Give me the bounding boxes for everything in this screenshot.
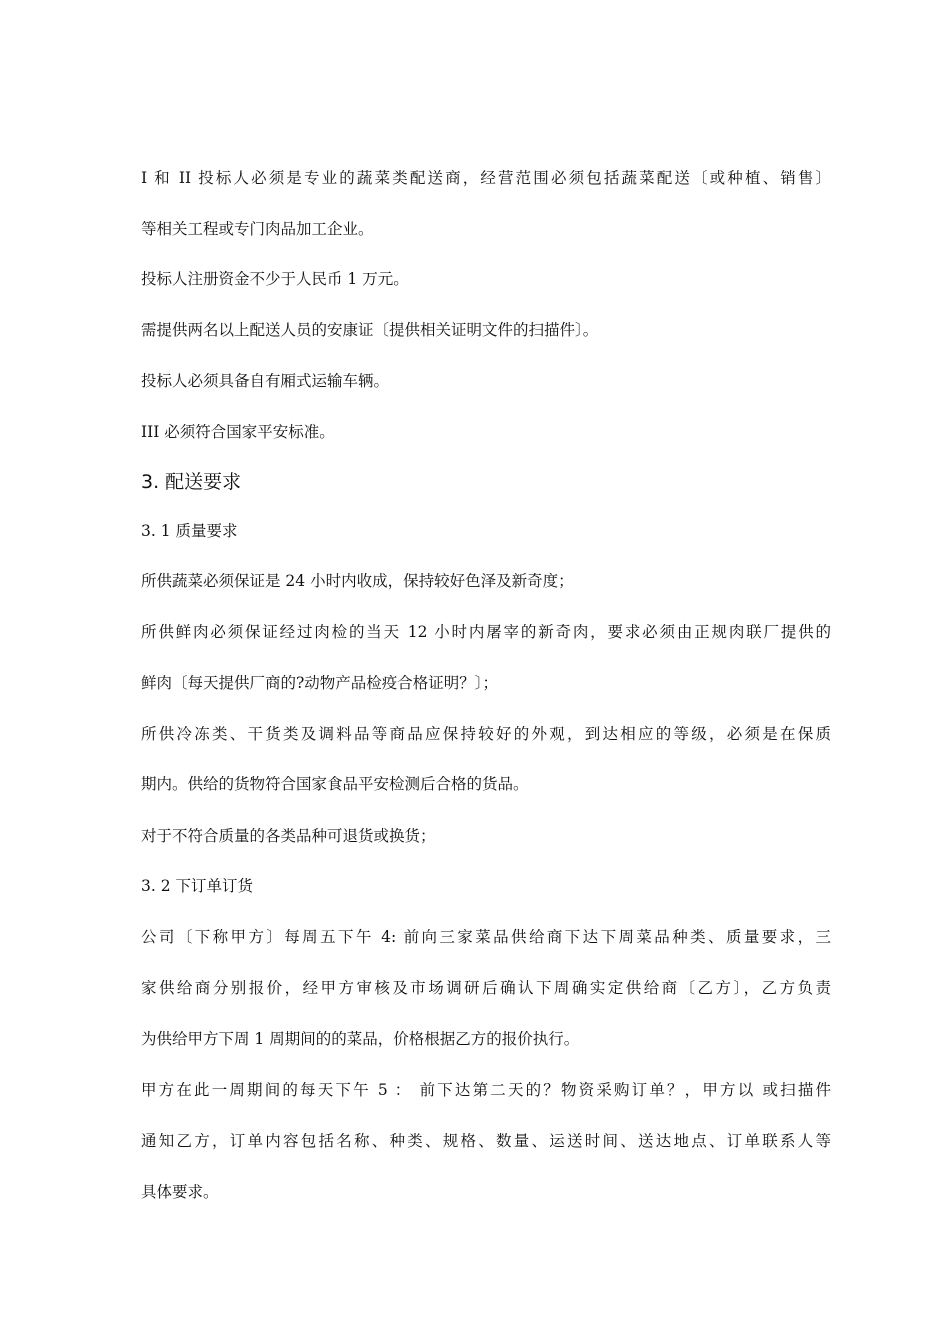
subsection-heading-quality: 3. 1 质量要求 bbox=[141, 522, 238, 540]
paragraph-daily-order-end: 具体要求。 bbox=[141, 1183, 219, 1201]
paragraph-weekly-ordering-cont: 家供给商分别报价，经甲方审核及市场调研后确认下周确实定供给商〔乙方〕，乙方负责 bbox=[141, 979, 831, 997]
paragraph-fresh-meat-cont: 鲜肉〔每天提供厂商的?动物产品检疫合格证明？〕； bbox=[141, 674, 499, 692]
paragraph-registered-capital: 投标人注册资金不少于人民币 1 万元。 bbox=[141, 270, 409, 288]
paragraph-weekly-ordering: 公司〔下称甲方〕每周五下午 4: 前向三家菜品供给商下达下周菜品种类、质量要求，三 bbox=[141, 928, 831, 946]
paragraph-weekly-ordering-end: 为供给甲方下周 1 周期间的的菜品，价格根据乙方的报价执行。 bbox=[141, 1030, 580, 1048]
paragraph-fresh-meat: 所供鲜肉必须保证经过肉检的当天 12 小时内屠宰的新奇肉，要求必须由正规肉联厂提供的 bbox=[141, 623, 831, 641]
section-heading-delivery-requirements: 3. 配送要求 bbox=[141, 471, 242, 493]
paragraph-frozen-goods: 所供冷冻类、干货类及调料品等商品应保持较好的外观，到达相应的等级，必须是在保质 bbox=[141, 725, 831, 743]
subsection-heading-ordering: 3. 2 下订单订货 bbox=[141, 877, 254, 895]
paragraph-health-certificate: 需提供两名以上配送人员的安康证〔提供相关证明文件的扫描件〕。 bbox=[141, 321, 599, 339]
paragraph-returns: 对于不符合质量的各类品种可退货或换货； bbox=[141, 827, 436, 845]
paragraph-safety-standard: III 必须符合国家平安标准。 bbox=[141, 423, 335, 441]
paragraph-vegetables: 所供蔬菜必须保证是 24 小时内收成，保持较好色泽及新奇度； bbox=[141, 572, 574, 590]
paragraph-bidder-qualification: I 和 II 投标人必须是专业的蔬菜类配送商，经营范围必须包括蔬菜配送〔或种植、销售〕 bbox=[141, 169, 831, 187]
paragraph-continuation: 等相关工程或专门肉品加工企业。 bbox=[141, 220, 374, 238]
paragraph-daily-order-cont: 通知乙方，订单内容包括名称、种类、规格、数量、运送时间、送达地点、订单联系人等 bbox=[141, 1132, 831, 1150]
paragraph-frozen-goods-cont: 期内。供给的货物符合国家食品平安检测后合格的货品。 bbox=[141, 775, 529, 793]
paragraph-daily-order: 甲方在此一周期间的每天下午 5 ： 前下达第二天的？物资采购订单？，甲方以 或扫描件 bbox=[141, 1081, 831, 1099]
paragraph-vehicles: 投标人必须具备自有厢式运输车辆。 bbox=[141, 372, 390, 390]
